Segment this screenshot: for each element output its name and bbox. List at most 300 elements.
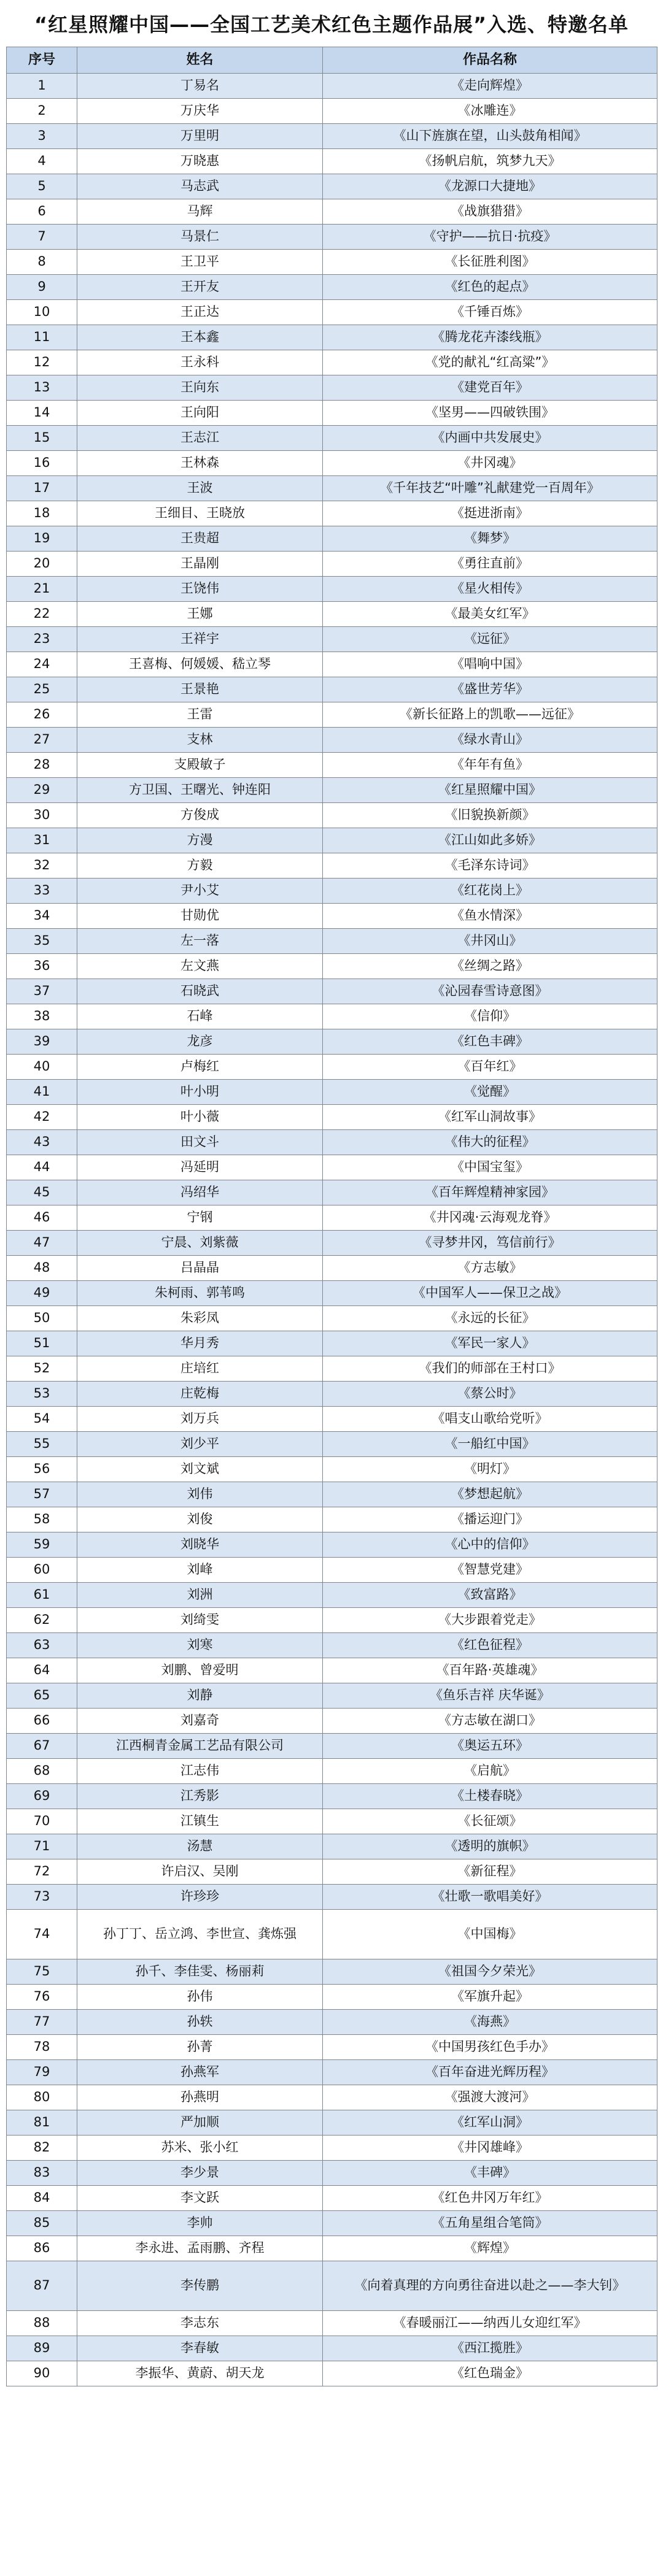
artist-name: 支殿敏子 bbox=[77, 753, 323, 778]
name-list-table bbox=[6, 47, 657, 2386]
work-title: 《中国男孩红色手办》 bbox=[323, 2035, 657, 2060]
artist-name: 江秀影 bbox=[77, 1784, 323, 1809]
work-title: 《建党百年》 bbox=[323, 375, 657, 401]
work-title: 《扬帆启航，筑梦九天》 bbox=[323, 149, 657, 174]
table-row bbox=[7, 979, 657, 1004]
artist-name: 庄培红 bbox=[77, 1356, 323, 1382]
artist-name: 严加顺 bbox=[77, 2110, 323, 2136]
work-title: 《红星照耀中国》 bbox=[323, 778, 657, 803]
row-number: 26 bbox=[7, 702, 77, 728]
work-title: 《内画中共发展史》 bbox=[323, 426, 657, 451]
artist-name: 王志江 bbox=[77, 426, 323, 451]
row-number: 30 bbox=[7, 803, 77, 828]
row-number: 24 bbox=[7, 652, 77, 677]
artist-name: 王本鑫 bbox=[77, 325, 323, 350]
work-title: 《春暖丽江——纳西儿女迎红军》 bbox=[323, 2311, 657, 2336]
row-number: 2 bbox=[7, 99, 77, 124]
work-title: 《千锤百炼》 bbox=[323, 300, 657, 325]
work-title: 《新长征路上的凯歌——远征》 bbox=[323, 702, 657, 728]
work-title: 《鱼乐吉祥 庆华诞》 bbox=[323, 1683, 657, 1709]
table-row bbox=[7, 2311, 657, 2336]
row-number: 67 bbox=[7, 1734, 77, 1759]
artist-name: 李永进、孟雨鹏、齐程 bbox=[77, 2236, 323, 2261]
artist-name: 王细目、王晓放 bbox=[77, 501, 323, 526]
row-number: 69 bbox=[7, 1784, 77, 1809]
artist-name: 刘俊 bbox=[77, 1507, 323, 1532]
row-number: 36 bbox=[7, 954, 77, 979]
table-row bbox=[7, 1683, 657, 1709]
artist-name: 李志东 bbox=[77, 2311, 323, 2336]
artist-name: 石峰 bbox=[77, 1004, 323, 1029]
table-row bbox=[7, 1658, 657, 1683]
work-title: 《红军山洞》 bbox=[323, 2110, 657, 2136]
row-number: 4 bbox=[7, 149, 77, 174]
artist-name: 许启汉、吴刚 bbox=[77, 1859, 323, 1885]
work-title: 《奥运五环》 bbox=[323, 1734, 657, 1759]
table-row bbox=[7, 2186, 657, 2211]
table-row bbox=[7, 1080, 657, 1105]
artist-name: 王波 bbox=[77, 476, 323, 501]
table-row bbox=[7, 1180, 657, 1205]
table-row bbox=[7, 904, 657, 929]
artist-name: 王向阳 bbox=[77, 401, 323, 426]
row-number: 48 bbox=[7, 1256, 77, 1281]
row-number: 76 bbox=[7, 1985, 77, 2010]
row-number: 22 bbox=[7, 602, 77, 627]
row-number: 32 bbox=[7, 853, 77, 879]
row-number: 71 bbox=[7, 1834, 77, 1859]
work-title: 《鱼水情深》 bbox=[323, 904, 657, 929]
table-row bbox=[7, 1709, 657, 1734]
table-row bbox=[7, 1633, 657, 1658]
work-title: 《红色井冈万年红》 bbox=[323, 2186, 657, 2211]
row-number: 43 bbox=[7, 1130, 77, 1155]
artist-name: 王卫平 bbox=[77, 250, 323, 275]
row-number: 3 bbox=[7, 124, 77, 149]
artist-name: 孙轶 bbox=[77, 2010, 323, 2035]
artist-name: 方毅 bbox=[77, 853, 323, 879]
artist-name: 朱彩凤 bbox=[77, 1306, 323, 1331]
work-title: 《龙源口大捷地》 bbox=[323, 174, 657, 199]
artist-name: 左一落 bbox=[77, 929, 323, 954]
table-row bbox=[7, 275, 657, 300]
work-title: 《蔡公时》 bbox=[323, 1382, 657, 1407]
row-number: 9 bbox=[7, 275, 77, 300]
table-row bbox=[7, 451, 657, 476]
work-title: 《红色瑞金》 bbox=[323, 2361, 657, 2386]
artist-name: 王开友 bbox=[77, 275, 323, 300]
work-title: 《祖国今夕荣光》 bbox=[323, 1959, 657, 1985]
work-title: 《我们的师部在王村口》 bbox=[323, 1356, 657, 1382]
work-title: 《百年路·英雄魂》 bbox=[323, 1658, 657, 1683]
table-row bbox=[7, 552, 657, 577]
row-number: 13 bbox=[7, 375, 77, 401]
row-number: 5 bbox=[7, 174, 77, 199]
table-row bbox=[7, 677, 657, 702]
table-row bbox=[7, 124, 657, 149]
work-title: 《千年技艺“叶雕”礼献建党一百周年》 bbox=[323, 476, 657, 501]
header-work: 作品名称 bbox=[323, 47, 657, 74]
row-number: 54 bbox=[7, 1407, 77, 1432]
table-row bbox=[7, 803, 657, 828]
table-row bbox=[7, 501, 657, 526]
work-title: 《旧貌换新颜》 bbox=[323, 803, 657, 828]
work-title: 《长征胜利图》 bbox=[323, 250, 657, 275]
row-number: 8 bbox=[7, 250, 77, 275]
artist-name: 李春敏 bbox=[77, 2336, 323, 2361]
table-row bbox=[7, 1859, 657, 1885]
row-number: 56 bbox=[7, 1457, 77, 1482]
row-number: 82 bbox=[7, 2136, 77, 2161]
table-row bbox=[7, 2010, 657, 2035]
artist-name: 孙菁 bbox=[77, 2035, 323, 2060]
work-title: 《中国梅》 bbox=[323, 1910, 657, 1959]
artist-name: 李传鹏 bbox=[77, 2261, 323, 2311]
table-row bbox=[7, 2035, 657, 2060]
header-name: 姓名 bbox=[77, 47, 323, 74]
row-number: 88 bbox=[7, 2311, 77, 2336]
work-title: 《五角星组合笔筒》 bbox=[323, 2211, 657, 2236]
row-number: 86 bbox=[7, 2236, 77, 2261]
table-row bbox=[7, 1457, 657, 1482]
work-title: 《红花岗上》 bbox=[323, 879, 657, 904]
artist-name: 江志伟 bbox=[77, 1759, 323, 1784]
table-row bbox=[7, 426, 657, 451]
artist-name: 田文斗 bbox=[77, 1130, 323, 1155]
artist-name: 万里明 bbox=[77, 124, 323, 149]
row-number: 53 bbox=[7, 1382, 77, 1407]
table-row bbox=[7, 2110, 657, 2136]
artist-name: 王祥宇 bbox=[77, 627, 323, 652]
table-row bbox=[7, 652, 657, 677]
row-number: 78 bbox=[7, 2035, 77, 2060]
table-row bbox=[7, 929, 657, 954]
work-title: 《新征程》 bbox=[323, 1859, 657, 1885]
row-number: 18 bbox=[7, 501, 77, 526]
table-row bbox=[7, 476, 657, 501]
artist-name: 王景艳 bbox=[77, 677, 323, 702]
table-row bbox=[7, 2236, 657, 2261]
table-row bbox=[7, 602, 657, 627]
work-title: 《播运迎门》 bbox=[323, 1507, 657, 1532]
table-row bbox=[7, 149, 657, 174]
row-number: 16 bbox=[7, 451, 77, 476]
table-row bbox=[7, 2060, 657, 2085]
table-row bbox=[7, 225, 657, 250]
table-row bbox=[7, 954, 657, 979]
table-row bbox=[7, 1959, 657, 1985]
row-number: 47 bbox=[7, 1231, 77, 1256]
table-row bbox=[7, 1784, 657, 1809]
row-number: 58 bbox=[7, 1507, 77, 1532]
table-row bbox=[7, 2336, 657, 2361]
table-row bbox=[7, 1809, 657, 1834]
work-title: 《舞梦》 bbox=[323, 526, 657, 552]
row-number: 85 bbox=[7, 2211, 77, 2236]
table-row bbox=[7, 1532, 657, 1558]
work-title: 《辉煌》 bbox=[323, 2236, 657, 2261]
work-title: 《沁园春雪诗意图》 bbox=[323, 979, 657, 1004]
work-title: 《向着真理的方向勇往奋进以赴之——李大钊》 bbox=[323, 2261, 657, 2311]
artist-name: 尹小艾 bbox=[77, 879, 323, 904]
row-number: 62 bbox=[7, 1608, 77, 1633]
table-row bbox=[7, 350, 657, 375]
table-row bbox=[7, 1105, 657, 1130]
row-number: 44 bbox=[7, 1155, 77, 1180]
artist-name: 宁钢 bbox=[77, 1205, 323, 1231]
row-number: 14 bbox=[7, 401, 77, 426]
table-row bbox=[7, 1734, 657, 1759]
row-number: 39 bbox=[7, 1029, 77, 1055]
row-number: 77 bbox=[7, 2010, 77, 2035]
artist-name: 李少景 bbox=[77, 2161, 323, 2186]
work-title: 《挺进浙南》 bbox=[323, 501, 657, 526]
table-row bbox=[7, 1130, 657, 1155]
artist-name: 江镇生 bbox=[77, 1809, 323, 1834]
work-title: 《红色丰碑》 bbox=[323, 1029, 657, 1055]
artist-name: 苏米、张小红 bbox=[77, 2136, 323, 2161]
artist-name: 孙燕明 bbox=[77, 2085, 323, 2110]
artist-name: 孙千、李佳雯、杨丽莉 bbox=[77, 1959, 323, 1985]
row-number: 74 bbox=[7, 1910, 77, 1959]
row-number: 72 bbox=[7, 1859, 77, 1885]
row-number: 29 bbox=[7, 778, 77, 803]
work-title: 《土楼春晓》 bbox=[323, 1784, 657, 1809]
row-number: 31 bbox=[7, 828, 77, 853]
work-title: 《方志敏在湖口》 bbox=[323, 1709, 657, 1734]
row-number: 70 bbox=[7, 1809, 77, 1834]
table-row bbox=[7, 1356, 657, 1382]
table-row bbox=[7, 1432, 657, 1457]
artist-name: 李文跃 bbox=[77, 2186, 323, 2211]
row-number: 42 bbox=[7, 1105, 77, 1130]
artist-name: 冯延明 bbox=[77, 1155, 323, 1180]
artist-name: 朱柯雨、郭苇鸣 bbox=[77, 1281, 323, 1306]
artist-name: 马辉 bbox=[77, 199, 323, 225]
table-row bbox=[7, 1231, 657, 1256]
row-number: 37 bbox=[7, 979, 77, 1004]
artist-name: 石晓武 bbox=[77, 979, 323, 1004]
table-row bbox=[7, 1834, 657, 1859]
row-number: 84 bbox=[7, 2186, 77, 2211]
table-row bbox=[7, 1004, 657, 1029]
table-row bbox=[7, 1306, 657, 1331]
artist-name: 王饶伟 bbox=[77, 577, 323, 602]
artist-name: 王正达 bbox=[77, 300, 323, 325]
table-row bbox=[7, 199, 657, 225]
work-title: 《冰雕连》 bbox=[323, 99, 657, 124]
table-row bbox=[7, 375, 657, 401]
table-row bbox=[7, 1910, 657, 1959]
work-title: 《远征》 bbox=[323, 627, 657, 652]
artist-name: 刘少平 bbox=[77, 1432, 323, 1457]
work-title: 《海燕》 bbox=[323, 2010, 657, 2035]
artist-name: 刘嘉奇 bbox=[77, 1709, 323, 1734]
table-row bbox=[7, 1331, 657, 1356]
table-row bbox=[7, 1205, 657, 1231]
row-number: 40 bbox=[7, 1055, 77, 1080]
row-number: 17 bbox=[7, 476, 77, 501]
row-number: 90 bbox=[7, 2361, 77, 2386]
table-row bbox=[7, 1759, 657, 1784]
work-title: 《毛泽东诗词》 bbox=[323, 853, 657, 879]
table-row bbox=[7, 2085, 657, 2110]
work-title: 《丝绸之路》 bbox=[323, 954, 657, 979]
work-title: 《腾龙花卉漆线瓶》 bbox=[323, 325, 657, 350]
artist-name: 方卫国、王曙光、钟连阳 bbox=[77, 778, 323, 803]
table-row bbox=[7, 1608, 657, 1633]
row-number: 55 bbox=[7, 1432, 77, 1457]
work-title: 《走向辉煌》 bbox=[323, 74, 657, 99]
table-row bbox=[7, 1256, 657, 1281]
table-row bbox=[7, 753, 657, 778]
work-title: 《井冈雄峰》 bbox=[323, 2136, 657, 2161]
row-number: 80 bbox=[7, 2085, 77, 2110]
work-title: 《战旗猎猎》 bbox=[323, 199, 657, 225]
table-row bbox=[7, 2211, 657, 2236]
artist-name: 龙彦 bbox=[77, 1029, 323, 1055]
row-number: 11 bbox=[7, 325, 77, 350]
row-number: 66 bbox=[7, 1709, 77, 1734]
table-row bbox=[7, 1885, 657, 1910]
row-number: 23 bbox=[7, 627, 77, 652]
artist-name: 王雷 bbox=[77, 702, 323, 728]
header-no: 序号 bbox=[7, 47, 77, 74]
table-row bbox=[7, 1507, 657, 1532]
work-title: 《心中的信仰》 bbox=[323, 1532, 657, 1558]
artist-name: 吕晶晶 bbox=[77, 1256, 323, 1281]
table-row bbox=[7, 2361, 657, 2386]
row-number: 87 bbox=[7, 2261, 77, 2311]
work-title: 《盛世芳华》 bbox=[323, 677, 657, 702]
row-number: 89 bbox=[7, 2336, 77, 2361]
row-number: 21 bbox=[7, 577, 77, 602]
row-number: 1 bbox=[7, 74, 77, 99]
table-row bbox=[7, 250, 657, 275]
row-number: 12 bbox=[7, 350, 77, 375]
artist-name: 马志武 bbox=[77, 174, 323, 199]
artist-name: 李帅 bbox=[77, 2211, 323, 2236]
artist-name: 孙燕军 bbox=[77, 2060, 323, 2085]
row-number: 60 bbox=[7, 1558, 77, 1583]
table-row bbox=[7, 778, 657, 803]
work-title: 《年年有鱼》 bbox=[323, 753, 657, 778]
artist-name: 王贵超 bbox=[77, 526, 323, 552]
artist-name: 叶小薇 bbox=[77, 1105, 323, 1130]
artist-name: 丁易名 bbox=[77, 74, 323, 99]
work-title: 《丰碑》 bbox=[323, 2161, 657, 2186]
work-title: 《红色的起点》 bbox=[323, 275, 657, 300]
work-title: 《梦想起航》 bbox=[323, 1482, 657, 1507]
work-title: 《智慧党建》 bbox=[323, 1558, 657, 1583]
work-title: 《西江揽胜》 bbox=[323, 2336, 657, 2361]
row-number: 6 bbox=[7, 199, 77, 225]
artist-name: 刘峰 bbox=[77, 1558, 323, 1583]
artist-name: 冯绍华 bbox=[77, 1180, 323, 1205]
row-number: 81 bbox=[7, 2110, 77, 2136]
table-row bbox=[7, 728, 657, 753]
work-title: 《星火相传》 bbox=[323, 577, 657, 602]
work-title: 《壮歌一歌唱美好》 bbox=[323, 1885, 657, 1910]
artist-name: 刘文斌 bbox=[77, 1457, 323, 1482]
artist-name: 王林森 bbox=[77, 451, 323, 476]
row-number: 45 bbox=[7, 1180, 77, 1205]
work-title: 《勇往直前》 bbox=[323, 552, 657, 577]
artist-name: 刘绮雯 bbox=[77, 1608, 323, 1633]
artist-name: 李振华、黄蔚、胡天龙 bbox=[77, 2361, 323, 2386]
work-title: 《山下旌旗在望，山头鼓角相闻》 bbox=[323, 124, 657, 149]
row-number: 65 bbox=[7, 1683, 77, 1709]
artist-name: 江西桐青金属工艺品有限公司 bbox=[77, 1734, 323, 1759]
artist-name: 宁晨、刘紫薇 bbox=[77, 1231, 323, 1256]
artist-name: 刘鹏、曾爱明 bbox=[77, 1658, 323, 1683]
work-title: 《寻梦井冈，笃信前行》 bbox=[323, 1231, 657, 1256]
row-number: 27 bbox=[7, 728, 77, 753]
work-title: 《长征颂》 bbox=[323, 1809, 657, 1834]
table-row bbox=[7, 1029, 657, 1055]
table-row bbox=[7, 1407, 657, 1432]
work-title: 《永远的长征》 bbox=[323, 1306, 657, 1331]
work-title: 《伟大的征程》 bbox=[323, 1130, 657, 1155]
artist-name: 刘伟 bbox=[77, 1482, 323, 1507]
artist-name: 华月秀 bbox=[77, 1331, 323, 1356]
table-row bbox=[7, 526, 657, 552]
artist-name: 方漫 bbox=[77, 828, 323, 853]
artist-name: 甘勋优 bbox=[77, 904, 323, 929]
table-row bbox=[7, 300, 657, 325]
work-title: 《红色征程》 bbox=[323, 1633, 657, 1658]
work-title: 《最美女红军》 bbox=[323, 602, 657, 627]
work-title: 《大步跟着党走》 bbox=[323, 1608, 657, 1633]
row-number: 41 bbox=[7, 1080, 77, 1105]
row-number: 79 bbox=[7, 2060, 77, 2085]
artist-name: 叶小明 bbox=[77, 1080, 323, 1105]
row-number: 57 bbox=[7, 1482, 77, 1507]
work-title: 《百年辉煌精神家园》 bbox=[323, 1180, 657, 1205]
table-row bbox=[7, 828, 657, 853]
row-number: 51 bbox=[7, 1331, 77, 1356]
table-row bbox=[7, 879, 657, 904]
work-title: 《江山如此多娇》 bbox=[323, 828, 657, 853]
work-title: 《井冈山》 bbox=[323, 929, 657, 954]
work-title: 《中国宝玺》 bbox=[323, 1155, 657, 1180]
table-row bbox=[7, 1382, 657, 1407]
work-title: 《军民一家人》 bbox=[323, 1331, 657, 1356]
work-title: 《井冈魂》 bbox=[323, 451, 657, 476]
work-title: 《军旗升起》 bbox=[323, 1985, 657, 2010]
row-number: 64 bbox=[7, 1658, 77, 1683]
artist-name: 孙丁丁、岳立鸿、李世宣、龚炼强 bbox=[77, 1910, 323, 1959]
row-number: 20 bbox=[7, 552, 77, 577]
artist-name: 支林 bbox=[77, 728, 323, 753]
table-row bbox=[7, 1055, 657, 1080]
row-number: 52 bbox=[7, 1356, 77, 1382]
row-number: 59 bbox=[7, 1532, 77, 1558]
work-title: 《唱响中国》 bbox=[323, 652, 657, 677]
row-number: 15 bbox=[7, 426, 77, 451]
artist-name: 庄乾梅 bbox=[77, 1382, 323, 1407]
artist-name: 万晓惠 bbox=[77, 149, 323, 174]
row-number: 61 bbox=[7, 1583, 77, 1608]
work-title: 《强渡大渡河》 bbox=[323, 2085, 657, 2110]
work-title: 《中国军人——保卫之战》 bbox=[323, 1281, 657, 1306]
work-title: 《党的献礼“红高粱”》 bbox=[323, 350, 657, 375]
row-number: 35 bbox=[7, 929, 77, 954]
work-title: 《百年红》 bbox=[323, 1055, 657, 1080]
table-row bbox=[7, 325, 657, 350]
work-title: 《守护——抗日·抗疫》 bbox=[323, 225, 657, 250]
row-number: 25 bbox=[7, 677, 77, 702]
